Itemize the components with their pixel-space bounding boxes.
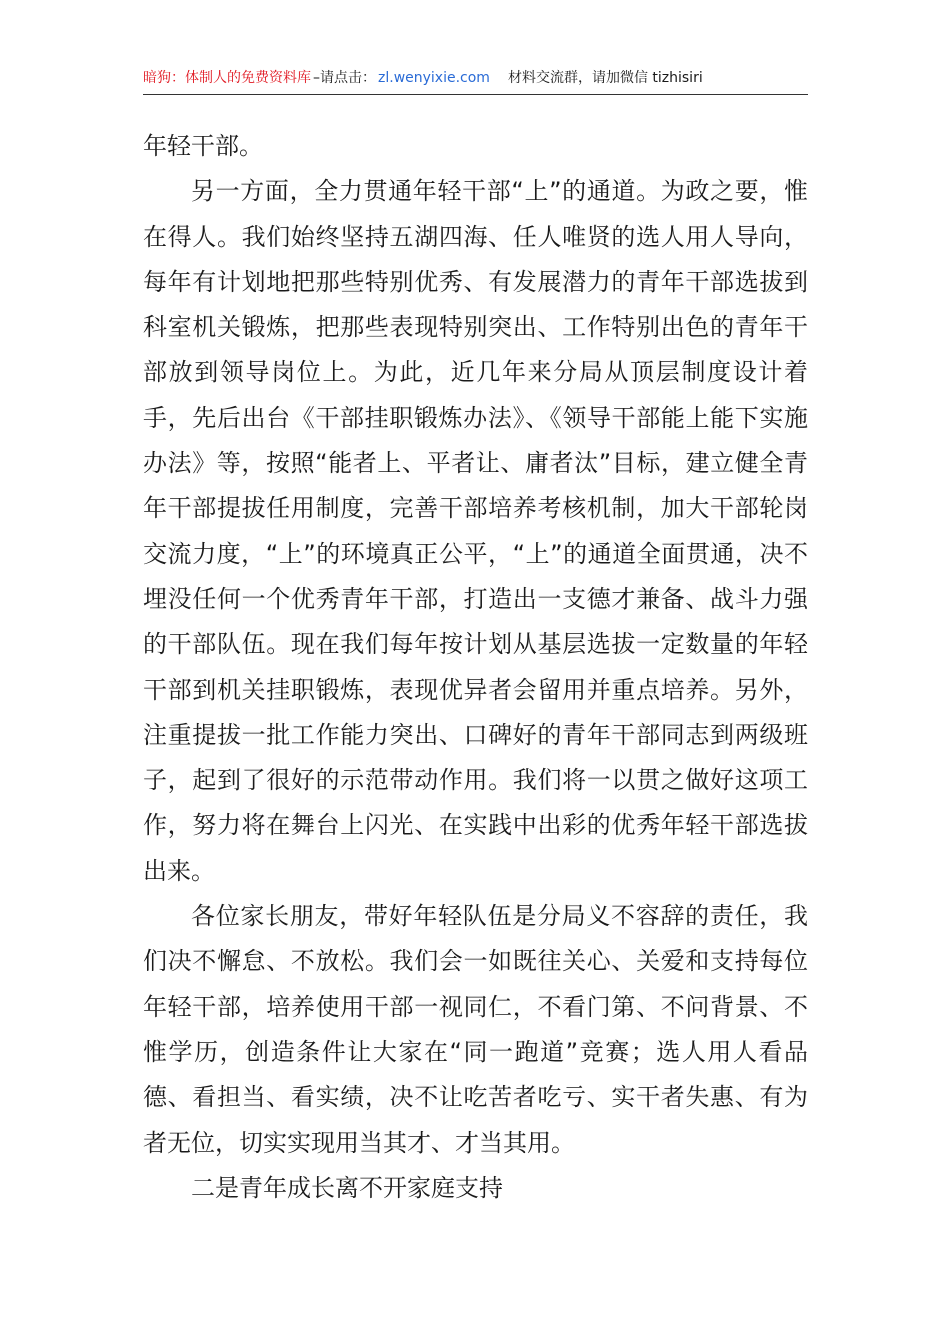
section-heading-family-support: 二是青年成长离不开家庭支持 (191, 1173, 503, 1202)
header-url-link[interactable]: zl.wenyixie.com (378, 70, 490, 86)
paragraph-continuation: 年轻干部。 (143, 132, 263, 160)
paragraph-promotion-channel: 另一方面，全力贯通年轻干部“上”的通道。为政之要，惟在得人。我们始终坚持五湖四海、任人唯贤的选人用人导向，每年有计划地把那些特别优秀、有发展潜力的青年干部选拔到科室机关锻炼，把那些表现特别突出、工作特别出色的青年干部放到领导岗位上。为此，近几年来分局从顶层制度设计着手，先后出台《干部挂职锻炼办法》、《领导干部能上能下实施办法》等，按照“能者上、平者让、庸者汰”目标，建立健全青年干部提拔任用制度，完善干部培养考核机制，加大干部轮岗交流力度，“上”的环境真正公平，“上”的通道全面贯通，决不埋没任何一个优秀青年干部，打造出一支德才兼备、战斗力强的干部队伍。现在我们每年按计划从基层选拔一定数量的年轻干部到机关挂职锻炼，表现优异者会留用并重点培养。另外，注重提拔一批工作能力突出、口碑好的青年干部同志到两级班子，起到了很好的示范带动作用。我们将一以贯之做好这项工作，努力将在舞台上闪光、在实践中出彩的优秀年轻干部选拔出来。 (143, 177, 808, 885)
header-group-note: 材料交流群，请加微信 tizhisiri (507, 70, 703, 86)
header-click-prefix: –请点击： (313, 70, 376, 86)
paragraph-parents-address: 各位家长朋友，带好年轻队伍是分局义不容辞的责任，我们决不懈怠、不放松。我们会一如既往关心、关爱和支持每位年轻干部，培养使用干部一视同仁，不看门第、不问背景、不惟学历，创造条件让大家在“同一跑道”竞赛；选人用人看品德、看担当、看实绩，决不让吃苦者吃亏、实干者失惠、有为者无位，切实实现用当其才、才当其用。 (143, 902, 808, 1157)
header-title: 暗狗：体制人的免费资料库 (143, 70, 311, 86)
page-header (143, 68, 808, 95)
document-body (143, 124, 808, 1211)
